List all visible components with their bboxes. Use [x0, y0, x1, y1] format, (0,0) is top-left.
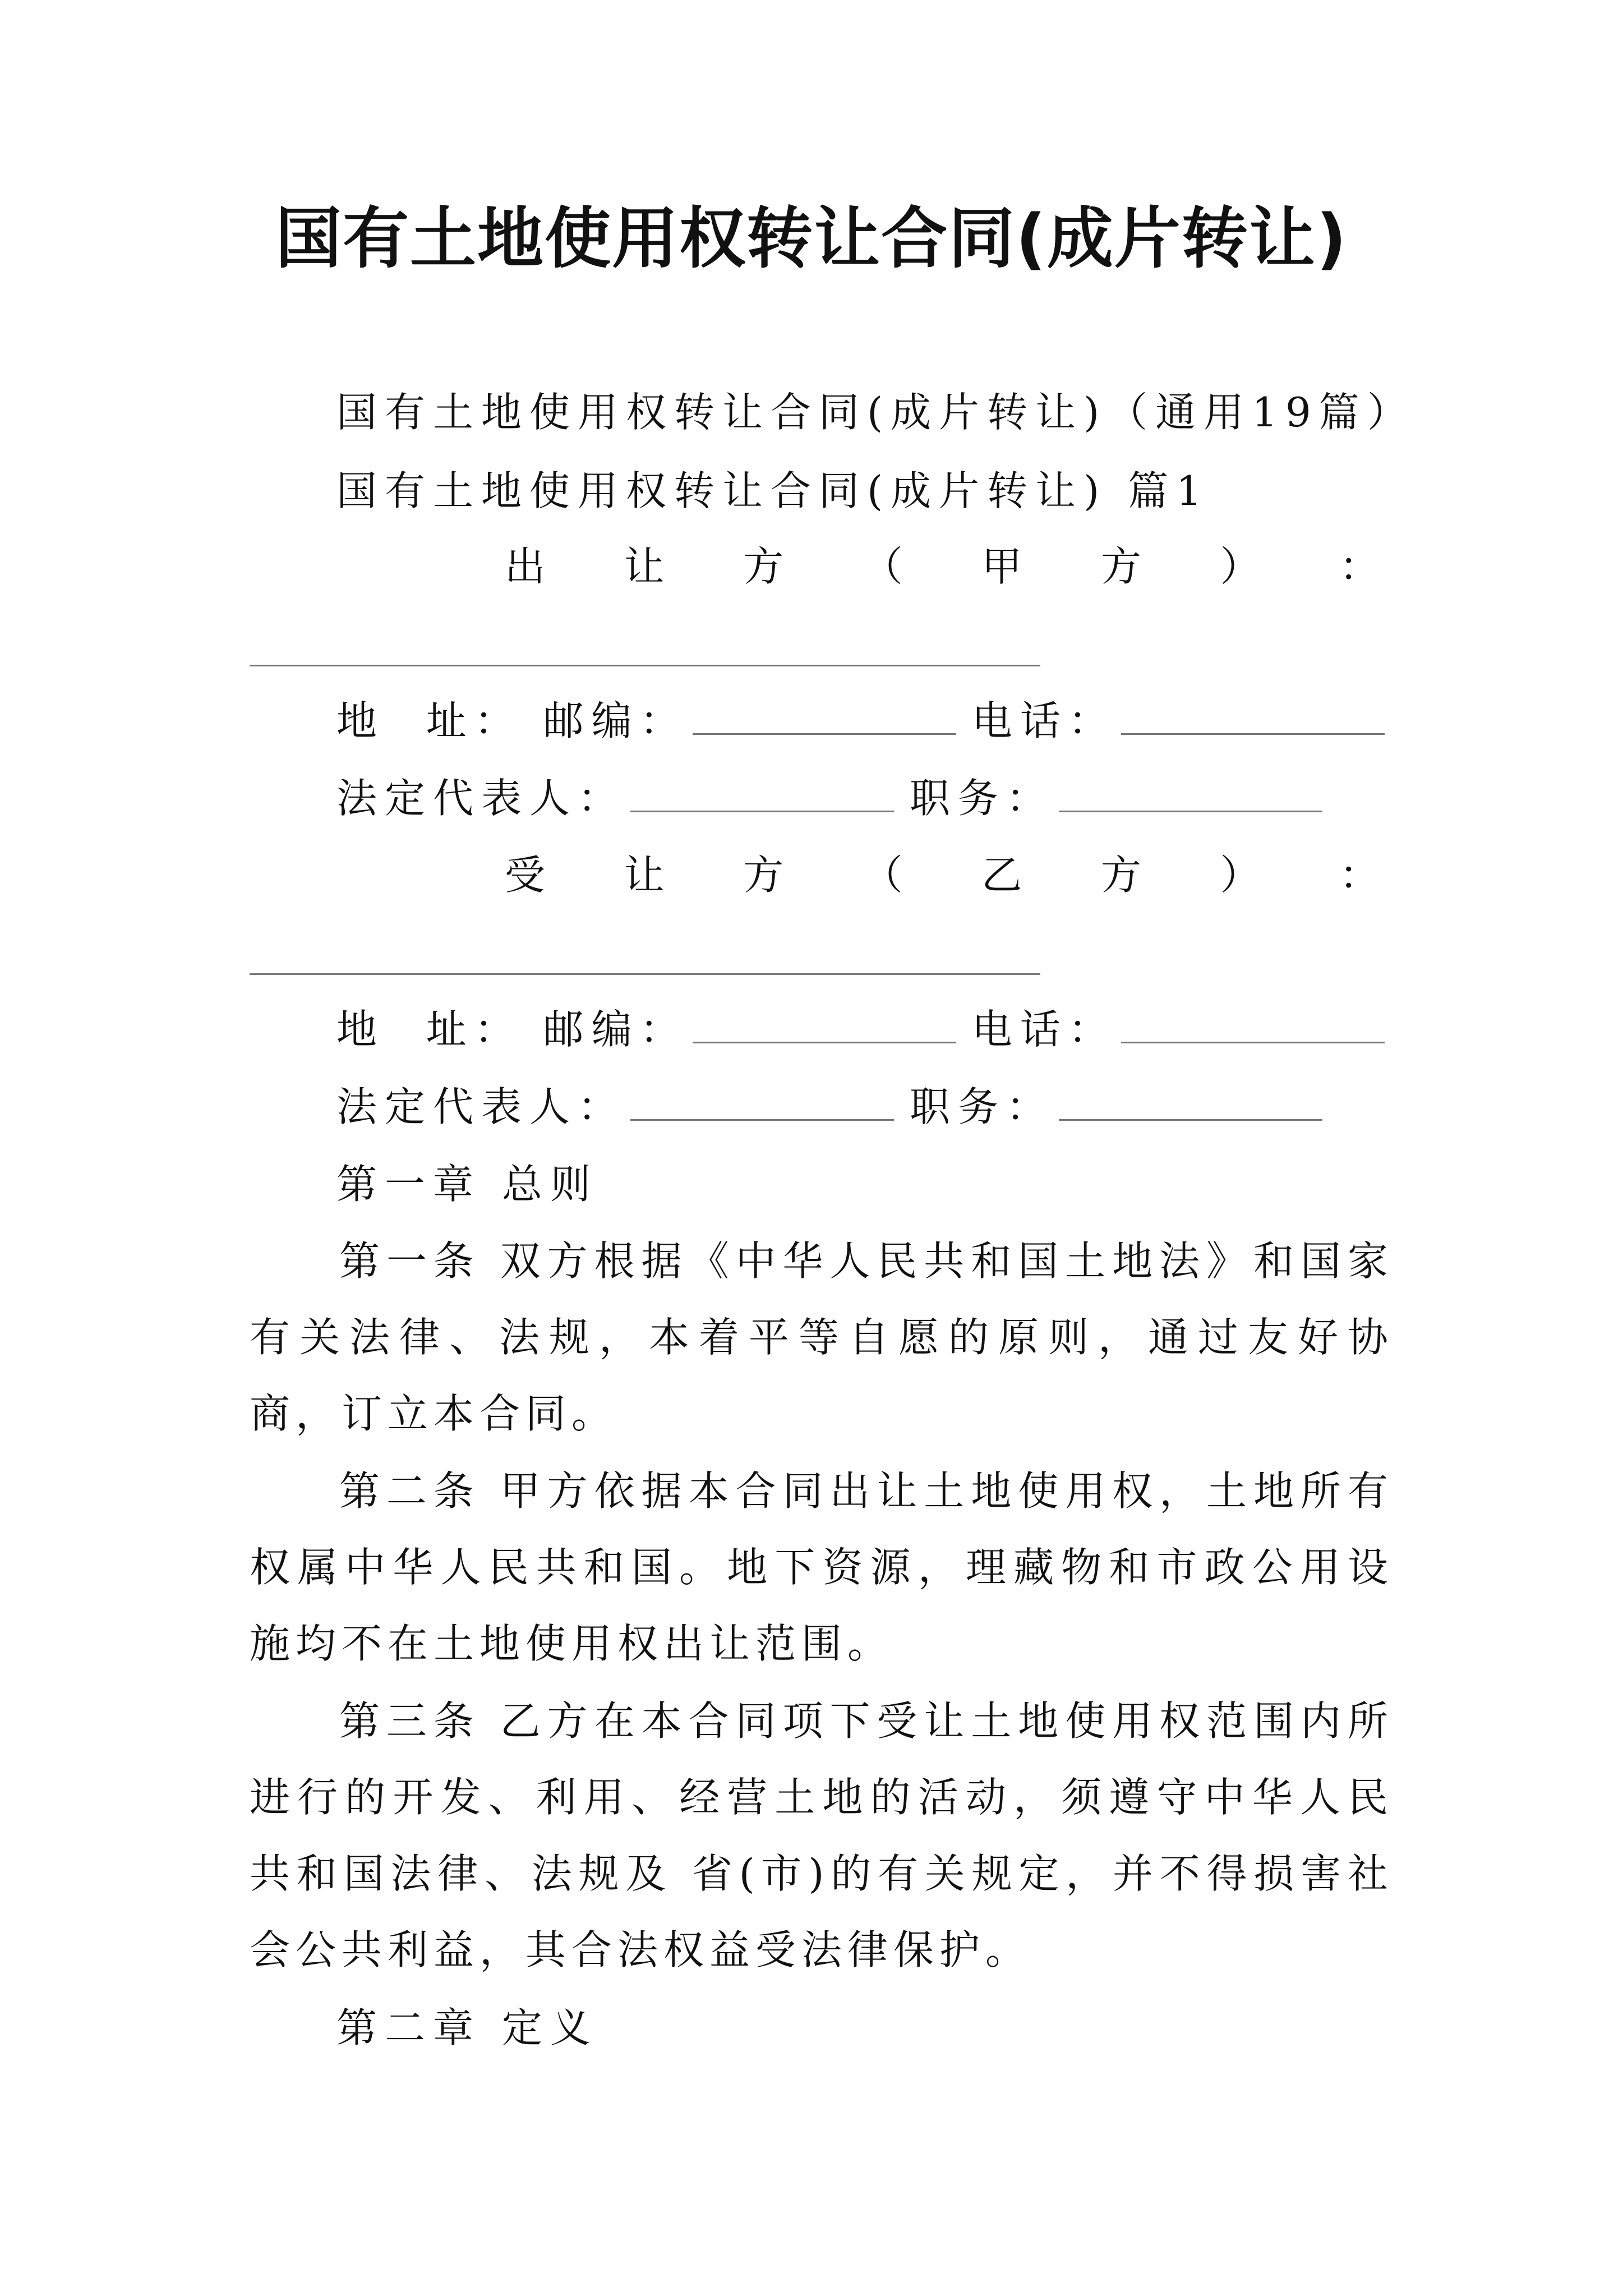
party-a-heading-char: 甲: [981, 543, 1022, 590]
party-b-heading-char: 方: [1100, 852, 1141, 899]
legal-representative-blank: [630, 1085, 894, 1121]
party-a-heading: [505, 541, 1380, 592]
postcode-blank: [693, 700, 956, 735]
document-title: 国有土地使用权转让合同(成片转让): [275, 200, 1348, 277]
party-a-heading-char: 出: [505, 543, 546, 590]
phone-label: 电话：: [971, 1006, 1117, 1053]
party-b-heading-char: ）: [1220, 852, 1261, 899]
party-b-address-row: [336, 1004, 1400, 1055]
party-a-heading-char: ）: [1220, 543, 1261, 590]
legal-representative-blank: [630, 777, 894, 812]
phone-blank: [1121, 700, 1385, 735]
party-a-heading-char: 让: [624, 543, 665, 590]
position-label: 职务：: [910, 775, 1055, 822]
party-a-representative-row: [336, 773, 1338, 823]
party-a-heading-char: 方: [1100, 543, 1141, 590]
legal-representative-label: 法定代表人：: [336, 1083, 626, 1130]
position-blank: [1059, 1085, 1322, 1121]
party-a-heading-char: 方: [743, 543, 784, 590]
chapter-1-heading: 第一章 总则: [336, 1161, 598, 1208]
party-b-heading-char: （: [862, 852, 903, 899]
party-b-heading-char: 方: [743, 852, 784, 899]
party-b-heading: [505, 850, 1380, 900]
party-a-name-blank: [250, 665, 1040, 666]
party-b-heading-char: ：: [1339, 852, 1380, 899]
contract-part-heading: 国有土地使用权转让合同(成片转让) 篇1: [336, 467, 1210, 514]
phone-label: 电话：: [971, 697, 1117, 744]
phone-blank: [1121, 1008, 1385, 1043]
address-label: 地 址：: [336, 697, 523, 744]
postcode-label: 邮编：: [543, 697, 688, 744]
legal-representative-label: 法定代表人：: [336, 775, 626, 822]
address-label: 地 址：: [336, 1006, 523, 1053]
article-1: 第一条 双方根据《中华人民共和国土地法》和国家有关法律、法规，本着平等自愿的原则，通过友好协商，订立本合同。: [250, 1237, 1394, 1437]
postcode-label: 邮编：: [543, 1006, 688, 1053]
chapter-2-heading: 第二章 定义: [336, 2004, 598, 2051]
position-blank: [1059, 777, 1322, 812]
party-b-heading-char: 受: [505, 852, 546, 899]
party-b-heading-char: 乙: [981, 852, 1022, 899]
party-a-address-row: [336, 696, 1400, 746]
party-a-heading-char: ：: [1339, 543, 1380, 590]
party-a-heading-char: （: [862, 543, 903, 590]
contract-collection-subtitle: 国有土地使用权转让合同(成片转让)（通用19篇）: [336, 389, 1415, 436]
article-2: 第二条 甲方依据本合同出让土地使用权，土地所有权属中华人民共和国。地下资源，理藏物和市政公用设施均不在土地使用权出让范围。: [250, 1467, 1394, 1667]
party-b-heading-char: 让: [624, 852, 665, 899]
party-b-representative-row: [336, 1082, 1338, 1132]
postcode-blank: [693, 1008, 956, 1043]
article-3: 第三条 乙方在本合同项下受让土地使用权范围内所进行的开发、利用、经营土地的活动，须遵守中华人民共和国法律、法规及 省(市)的有关规定，并不得损害社会公共利益，其合法权益受法律保护。: [250, 1697, 1394, 1973]
position-label: 职务：: [910, 1083, 1055, 1130]
party-b-name-blank: [250, 973, 1040, 975]
